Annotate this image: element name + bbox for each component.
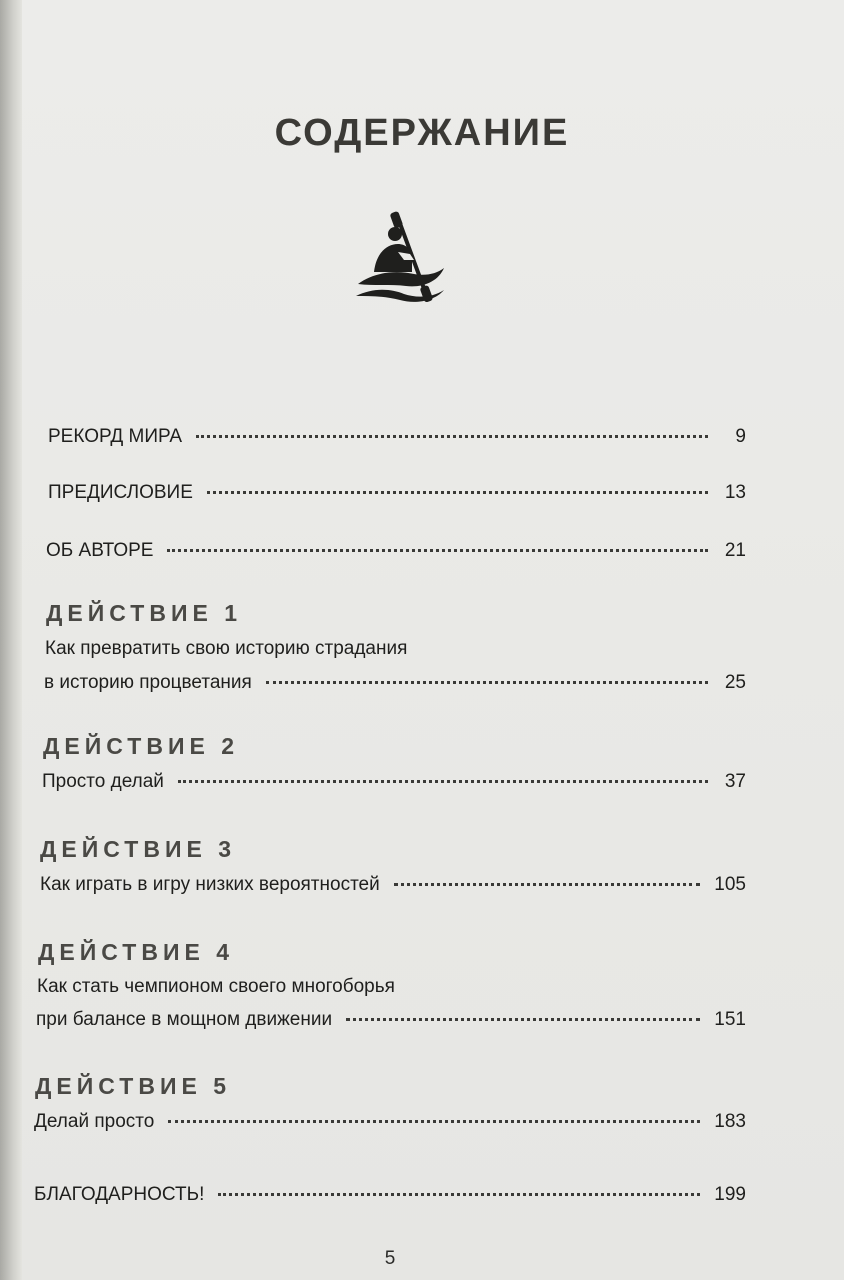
toc-entry-record[interactable] — [48, 426, 746, 452]
section-heading-5: ДЕЙСТВИЕ 5 — [35, 1073, 232, 1099]
dot-leader — [218, 1193, 700, 1196]
toc-page-number: 183 — [714, 1111, 746, 1132]
toc-entry-label: Делай просто — [34, 1111, 155, 1132]
toc-entry-action-5[interactable] — [34, 1111, 746, 1137]
toc-entry-label: БЛАГОДАРНОСТЬ! — [34, 1184, 205, 1205]
toc-page-number: 25 — [724, 672, 746, 693]
dot-leader — [168, 1120, 700, 1123]
section-heading-1: ДЕЙСТВИЕ 1 — [46, 600, 243, 626]
dot-leader — [266, 681, 708, 684]
dot-leader — [196, 435, 708, 438]
toc-entry-action-2[interactable] — [42, 771, 746, 797]
toc-entry-line1: Как превратить свою историю страдания — [45, 638, 408, 659]
toc-entry-about-author[interactable] — [46, 540, 746, 566]
section-heading-3: ДЕЙСТВИЕ 3 — [40, 836, 237, 862]
toc-entry-action-3[interactable] — [40, 874, 746, 900]
section-heading-4: ДЕЙСТВИЕ 4 — [38, 939, 235, 965]
toc-entry-action-1[interactable] — [44, 672, 746, 698]
page-number: 5 — [384, 1248, 396, 1269]
toc-entry-label: Просто делай — [42, 771, 164, 792]
toc-page-number: 37 — [724, 771, 746, 792]
dot-leader — [207, 491, 708, 494]
toc-entry-line1: Как стать чемпионом своего многоборья — [37, 976, 395, 997]
toc-entry-label: ПРЕДИСЛОВИЕ — [48, 482, 193, 503]
toc-entry-foreword[interactable] — [48, 482, 746, 508]
toc-entry-label: ОБ АВТОРЕ — [46, 540, 154, 561]
page-title: СОДЕРЖАНИЕ — [274, 112, 570, 154]
toc-entry-label: РЕКОРД МИРА — [48, 426, 183, 447]
dot-leader — [167, 549, 708, 552]
toc-page-number: 105 — [714, 874, 746, 895]
section-heading-2: ДЕЙСТВИЕ 2 — [43, 733, 240, 759]
toc-page-number: 199 — [714, 1184, 746, 1205]
toc-entry-action-4[interactable] — [36, 1009, 746, 1035]
toc-entry-acknowledgements[interactable] — [34, 1184, 746, 1210]
toc-page-number: 151 — [714, 1009, 746, 1030]
dot-leader — [178, 780, 708, 783]
toc-page-number: 21 — [724, 540, 746, 561]
toc-page-number: 13 — [724, 482, 746, 503]
dot-leader — [394, 883, 701, 886]
dot-leader — [346, 1018, 700, 1021]
toc-entry-label: в историю процветания — [44, 672, 252, 693]
toc-entry-label: Как играть в игру низких вероятностей — [40, 874, 380, 895]
toc-page-number: 9 — [735, 426, 746, 447]
toc-entry-label: при балансе в мощном движении — [36, 1009, 333, 1030]
